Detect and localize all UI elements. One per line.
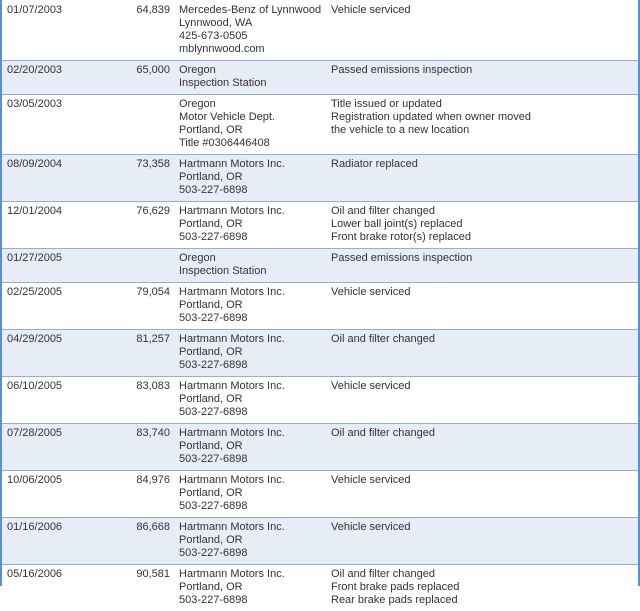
source-line: Hartmann Motors Inc. [179,521,322,534]
history-record-row [2,377,638,424]
record-mileage: 83,083 [96,377,174,424]
record-details [326,424,638,471]
record-mileage: 86,668 [96,518,174,565]
record-source [174,330,326,377]
record-date: 10/06/2005 [2,471,96,518]
source-line: Oregon [179,98,322,111]
detail-line: Oil and filter changed [331,205,634,218]
record-mileage: 90,581 [96,565,174,611]
record-mileage [96,249,174,283]
detail-line: Registration updated when owner moved [331,111,634,124]
source-line: Oregon [179,64,322,77]
detail-line: Passed emissions inspection [331,252,634,265]
source-line: Portland, OR [179,534,322,547]
detail-line: Vehicle serviced [331,4,634,17]
detail-line: the vehicle to a new location [331,124,634,137]
record-date: 07/28/2005 [2,424,96,471]
source-line: Hartmann Motors Inc. [179,333,322,346]
source-line: Hartmann Motors Inc. [179,205,322,218]
source-line: 503-227-6898 [179,406,322,419]
record-date: 05/16/2006 [2,565,96,611]
record-source [174,249,326,283]
source-line: Hartmann Motors Inc. [179,380,322,393]
source-line: Oregon [179,252,322,265]
history-record-row [2,249,638,283]
history-record-row [2,330,638,377]
record-date: 04/29/2005 [2,330,96,377]
source-line: Mercedes-Benz of Lynnwood [179,4,322,17]
source-line: 503-227-6898 [179,594,322,607]
source-line: 503-227-6898 [179,453,322,466]
source-line: 503-227-6898 [179,231,322,244]
source-line: Portland, OR [179,124,322,137]
record-details [326,518,638,565]
history-record-row [2,424,638,471]
record-source [174,424,326,471]
record-details [326,565,638,611]
detail-line: Vehicle serviced [331,286,634,299]
source-line: Portland, OR [179,487,322,500]
record-mileage [96,95,174,155]
source-line: Inspection Station [179,265,322,278]
record-mileage: 73,358 [96,155,174,202]
detail-line: Front brake rotor(s) replaced [331,231,634,244]
record-date: 02/25/2005 [2,283,96,330]
source-line: 503-227-6898 [179,500,322,513]
detail-line: Oil and filter changed [331,333,634,346]
record-mileage: 84,976 [96,471,174,518]
source-line: Portland, OR [179,346,322,359]
record-details [326,330,638,377]
record-mileage: 81,257 [96,330,174,377]
source-line: Portland, OR [179,171,322,184]
history-record-row [2,95,638,155]
source-line: Motor Vehicle Dept. [179,111,322,124]
detail-line: Radiator replaced [331,158,634,171]
source-line: Hartmann Motors Inc. [179,158,322,171]
history-table [2,0,638,611]
record-date: 03/05/2003 [2,95,96,155]
history-record-row [2,0,638,61]
source-line: Portland, OR [179,440,322,453]
record-source [174,565,326,611]
source-line: 503-227-6898 [179,359,322,372]
history-record-row [2,202,638,249]
record-mileage: 64,839 [96,0,174,61]
source-line: 425-673-0505 [179,30,322,43]
source-line: 503-227-6898 [179,547,322,560]
record-source [174,471,326,518]
detail-line: Rear brake pads replaced [331,594,634,607]
record-source [174,0,326,61]
source-line: Title #0306446408 [179,137,322,150]
detail-line: Title issued or updated [331,98,634,111]
record-date: 06/10/2005 [2,377,96,424]
record-details [326,471,638,518]
history-record-row [2,518,638,565]
record-details [326,0,638,61]
record-date: 01/16/2006 [2,518,96,565]
record-date: 01/27/2005 [2,249,96,283]
source-line: Portland, OR [179,218,322,231]
record-details [326,249,638,283]
record-source [174,377,326,424]
record-mileage: 83,740 [96,424,174,471]
source-line: Hartmann Motors Inc. [179,427,322,440]
source-line: Hartmann Motors Inc. [179,568,322,581]
record-date: 02/20/2003 [2,61,96,95]
history-record-row [2,283,638,330]
source-line: Lynnwood, WA [179,17,322,30]
record-details [326,95,638,155]
history-record-row [2,155,638,202]
record-details [326,155,638,202]
record-source [174,202,326,249]
detail-line: Passed emissions inspection [331,64,634,77]
source-line: Inspection Station [179,77,322,90]
record-details [326,202,638,249]
source-line: Hartmann Motors Inc. [179,474,322,487]
detail-line: Vehicle serviced [331,380,634,393]
history-record-row [2,565,638,611]
history-record-row [2,61,638,95]
detail-line: Front brake pads replaced [331,581,634,594]
source-line: Hartmann Motors Inc. [179,286,322,299]
record-details [326,61,638,95]
source-line: 503-227-6898 [179,312,322,325]
detail-line: Oil and filter changed [331,568,634,581]
history-table-body [2,0,638,611]
source-line: Portland, OR [179,299,322,312]
detail-line: Vehicle serviced [331,474,634,487]
record-source [174,155,326,202]
record-details [326,283,638,330]
record-source [174,61,326,95]
record-date: 12/01/2004 [2,202,96,249]
source-line: 503-227-6898 [179,184,322,197]
record-mileage: 79,054 [96,283,174,330]
source-line: Portland, OR [179,393,322,406]
detail-line: Vehicle serviced [331,521,634,534]
record-date: 08/09/2004 [2,155,96,202]
record-mileage: 65,000 [96,61,174,95]
detail-line: Oil and filter changed [331,427,634,440]
record-source [174,283,326,330]
source-line: Portland, OR [179,581,322,594]
record-date: 01/07/2003 [2,0,96,61]
source-line: mblynnwood.com [179,43,322,56]
record-source [174,518,326,565]
record-source [174,95,326,155]
detail-line: Lower ball joint(s) replaced [331,218,634,231]
history-record-row [2,471,638,518]
record-mileage: 76,629 [96,202,174,249]
record-details [326,377,638,424]
